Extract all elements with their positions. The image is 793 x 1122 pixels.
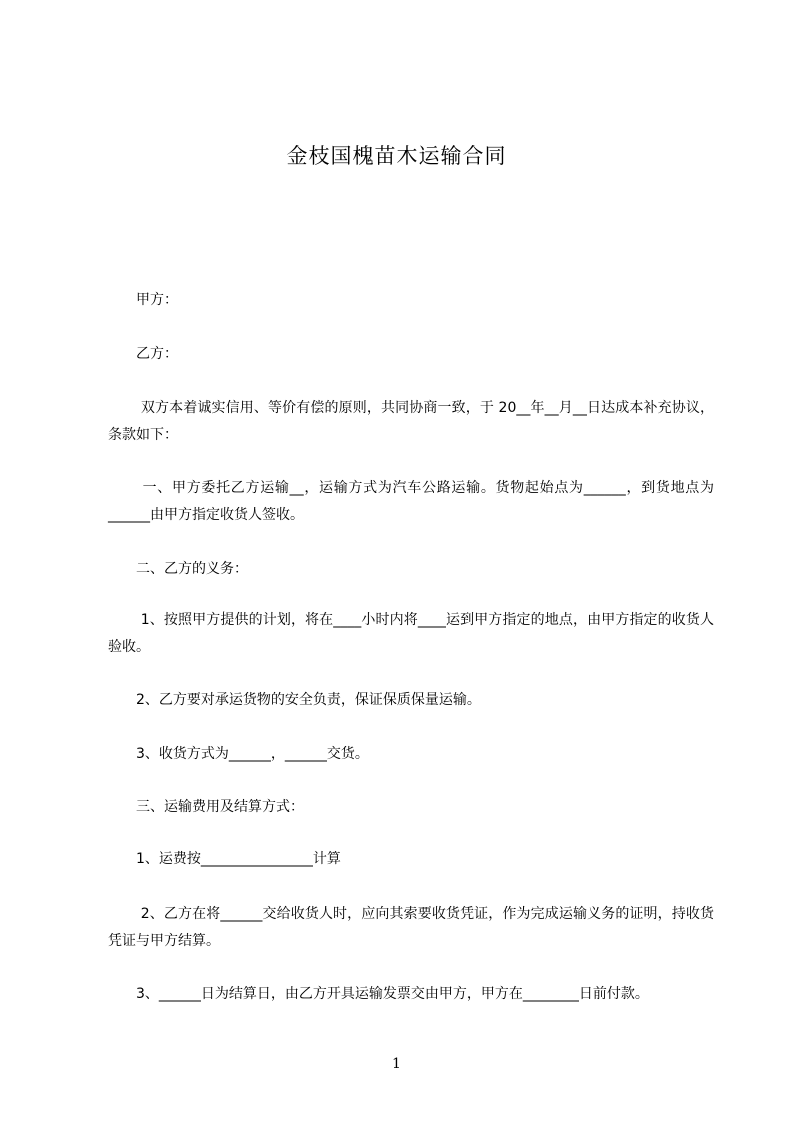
section-2-heading: 二、乙方的义务： bbox=[108, 561, 248, 577]
clause-3-1-paragraph: 1、运费按________________计算 bbox=[108, 851, 341, 867]
party-a-line: 甲方： bbox=[108, 292, 178, 308]
clause-1-paragraph: 一、甲方委托乙方运输__，运输方式为汽车公路运输。货物起始点为______，到货地点为______由甲方指定收货人签收。 bbox=[108, 480, 714, 523]
clause-3-3-paragraph: 3、______日为结算日，由乙方开具运输发票交由甲方，甲方在________日前付款。 bbox=[108, 986, 649, 1002]
preamble-paragraph: 双方本着诚实信用、等价有偿的原则，共同协商一致，于 20__年__月__日达成本补充协议，条款如下： bbox=[108, 400, 714, 443]
page-number: 1 bbox=[392, 1056, 401, 1072]
clause-2-3-paragraph: 3、收货方式为______，______交货。 bbox=[108, 746, 369, 762]
document-title: 金枝国槐苗木运输合同 bbox=[286, 144, 507, 168]
clause-3-2-paragraph: 2、乙方在将______交给收货人时，应向其索要收货凭证，作为完成运输义务的证明，持收货凭证与甲方结算。 bbox=[108, 906, 714, 949]
clause-2-2-paragraph: 2、乙方要对承运货物的安全负责，保证保质保量运输。 bbox=[108, 692, 481, 708]
party-b-line: 乙方： bbox=[108, 346, 178, 362]
clause-2-1-paragraph: 1、按照甲方提供的计划，将在____小时内将____运到甲方指定的地点，由甲方指定的收货人验收。 bbox=[108, 612, 714, 655]
section-3-heading: 三、运输费用及结算方式： bbox=[108, 799, 304, 815]
